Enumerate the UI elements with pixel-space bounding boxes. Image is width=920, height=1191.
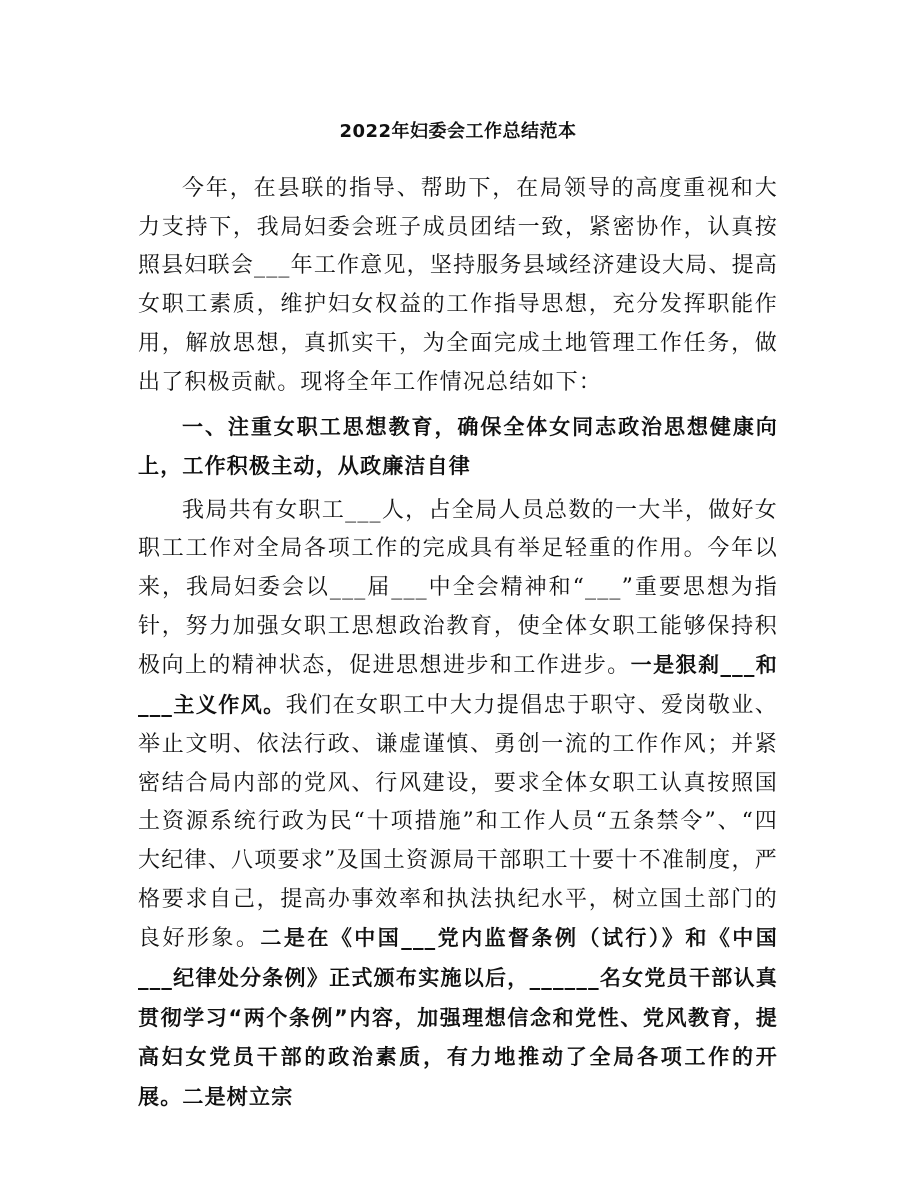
section-1-heading: 一、注重女职工思想教育，确保全体女同志政治思想健康向上，工作积极主动，从政廉洁自律 xyxy=(138,415,778,478)
intro-paragraph: 今年，在县联的指导、帮助下，在局领导的高度重视和大力支持下，我局妇委会班子成员团结一致，紧密协作，认真按照县妇联会___年工作意见，坚持服务县域经济建设大局、提高女职工素质，维护妇女权益的工作指导思想，充分发挥职能作用，解放思想，真抓实干，为全面完成土地管理工作任务，做出了积极贡献。现将全年工作情况总结如下： xyxy=(138,176,778,395)
document-title: 2022年妇委会工作总结范本 xyxy=(339,121,577,142)
section-1-paragraph xyxy=(138,492,778,1118)
section-1-text-part-1: 我局共有女职工___人，占全局人员总数的一大半，做好女职工工作对全局各项工作的完成具有举足轻重的作用。今年以来，我局妇委会以___届___中全会精神和“___”重要思想为指针，努力加强女职工思想政治教育，使全体女职工能够保持积极向上的精神状态，促进思想进步和工作进步。 xyxy=(138,497,778,679)
section-1-text-part-2: 我们在女职工中大力提倡忠于职守、爱岗敬业、举止文明、依法行政、谦虚谨慎、勇创一流的工作作风；并紧密结合局内部的党风、行风建设，要求全体女职工认真按照国土资源系统行政为民“十项措施”和工作人员“五条禁令”、“四大纪律、八项要求”及国土资源局干部职工十要十不准制度，严格要求自己，提高办事效率和执法执纪水平，树立国土部门的良好形象。 xyxy=(138,693,779,952)
document-body xyxy=(138,116,778,1118)
section-1-bold-point-2: 二是在《中国___党内监督条例（试行）》和《中国___纪律处分条例》正式颁布实施以后，______名女党员干部认真贯彻学习“两个条例”内容，加强理想信念和党性、党风教育，提高妇女党员干部的政治素质，有力地推动了全局各项工作的开展。二是树立宗 xyxy=(138,926,778,1110)
section-1-bold-point-1: 一是狠刹___和___主义作风。 xyxy=(138,653,778,718)
